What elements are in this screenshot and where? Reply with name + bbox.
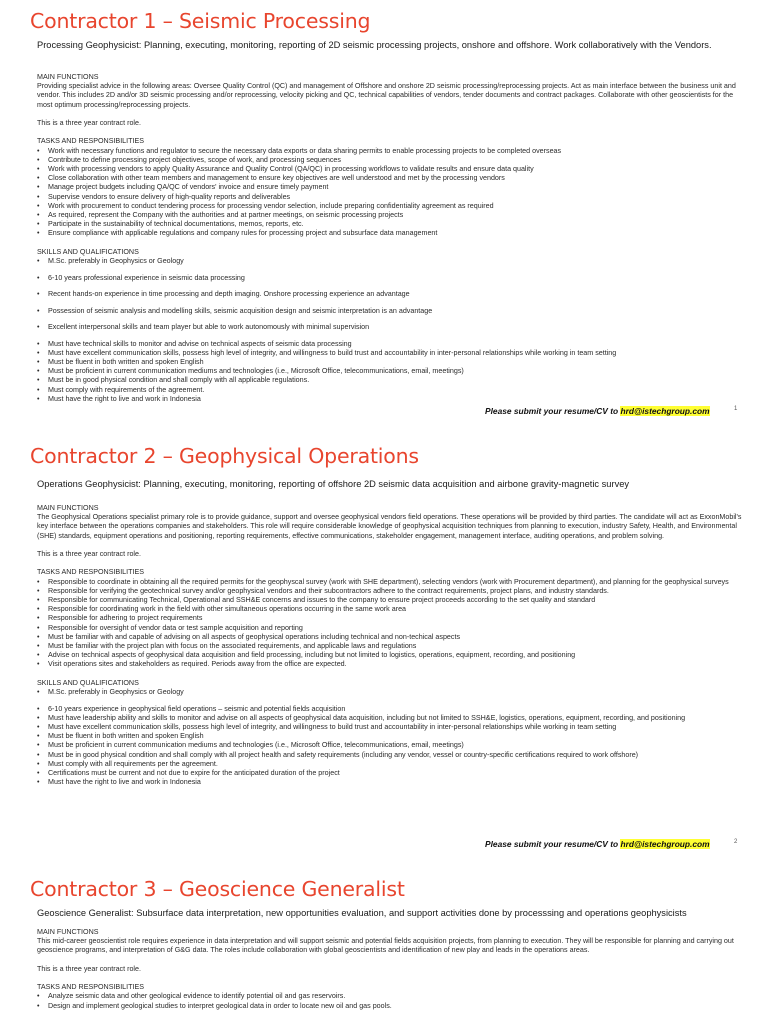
submit-text: Please submit your resume/CV to xyxy=(485,839,621,849)
list-item: • Advise on technical aspects of geophysical data acquisition and field processing, including but not limited to logistics, operations, equipment, recording, and positioning xyxy=(37,651,749,660)
list-item: • Must be fluent in both written and spoken English xyxy=(37,358,749,367)
page-number: 1 xyxy=(734,406,738,412)
list-item: • Must be familiar with and capable of advising on all aspects of geophysical operations including technical and non-techical aspects xyxy=(37,633,749,642)
contractor-2-intro: Operations Geophysicist: Planning, executing, monitoring, reporting of offshore 2D seismic data acquisition and airbone gravity-magnetic survey xyxy=(37,479,630,489)
contract-note: This is a three year contract role. xyxy=(37,964,141,973)
list-item: • Ensure compliance with applicable regulations and company rules for processing project and subsurface data management xyxy=(37,229,749,238)
list-item: • Must be fluent in both written and spoken English xyxy=(37,732,749,741)
tasks-heading: TASKS AND RESPONSIBILITIES xyxy=(37,137,145,146)
list-item: • Recent hands-on experience in time processing and depth imaging. Onshore processing experience an advantage xyxy=(37,290,749,299)
list-item: • Must comply with requirements of the agreement. xyxy=(37,386,749,395)
contractor-1-body xyxy=(37,73,749,404)
main-functions-heading: MAIN FUNCTIONS xyxy=(37,928,99,936)
tasks-list xyxy=(37,147,749,239)
contractor-3-title: Contractor 3 – Geoscience Generalist xyxy=(30,877,405,901)
list-item: • Close collaboration with other team members and management to ensure key objectives are well understood and met by the processing vendors xyxy=(37,174,749,183)
list-item: • Must have the right to live and work in Indonesia xyxy=(37,778,749,787)
contractor-1-intro: Processing Geophysicist: Planning, executing, monitoring, reporting of 2D seismic processing projects, onshore and offshore. Work collaboratively with the Vendors. xyxy=(37,40,712,50)
tasks-list xyxy=(37,578,749,670)
email-link[interactable]: hrd@istechgroup.com xyxy=(620,406,710,416)
skills-heading: SKILLS AND QUALIFICATIONS xyxy=(37,678,139,687)
list-item: • Must be proficient in current communication mediums and technologies (i.e., Microsoft Office, telecommunications, email, meetings) xyxy=(37,741,749,750)
list-item: • M.Sc. preferably in Geophysics or Geology xyxy=(37,688,749,697)
list-item: • Visit operations sites and stakeholders as required. Periods away from the office are expected. xyxy=(37,660,749,669)
list-item: • Must have excellent communication skills, possess high level of integrity, and willingness to build trust and accountability in inter-personal relationships while working in team setting xyxy=(37,723,749,732)
list-item: • Must be proficient in current communication mediums and technologies (i.e., Microsoft Office, telecommunications, email, meetings) xyxy=(37,367,749,376)
contract-note: This is a three year contract role. xyxy=(37,550,141,558)
contractor-3-body xyxy=(37,928,749,1011)
list-item: • Work with procurement to conduct tendering process for processing vendor selection, include preparing confidentiality agreement as required xyxy=(37,202,749,211)
skills-spaced-list xyxy=(37,257,749,332)
list-item: • 6-10 years professional experience in seismic data processing xyxy=(37,274,749,283)
list-item: • Possession of seismic analysis and modelling skills, seismic acquisition design and seismic interpretation is an advantage xyxy=(37,307,749,316)
skills-spaced-list xyxy=(37,688,749,697)
list-item: • Must have leadership ability and skills to monitor and advise on all aspects of geophysical data acquisition, including but not limited to SSH&E, logistics, operations, equipment, recording, and positioning xyxy=(37,714,749,723)
list-item: • As required, represent the Company with the authorities and at partner meetings, on seismic processing projects xyxy=(37,211,749,220)
list-item: • Must have the right to live and work in Indonesia xyxy=(37,395,749,404)
list-item: • Design and implement geological studies to interpret geological data in order to locate new oil and gas pools. xyxy=(37,1002,749,1011)
tasks-heading: TASKS AND RESPONSIBILITIES xyxy=(37,568,145,577)
list-item: • Contribute to define processing project objectives, scope of work, and processing sequences xyxy=(37,156,749,165)
list-item: • Responsible for verifying the geotechnical survey and/or geophysical vendors and their subcontractors adhere to the contract requirements, project plans, and industry standards. xyxy=(37,587,749,596)
list-item: • Must have excellent communication skills, possess high level of integrity, and willingness to build trust and accountability in inter-personal relationships while working in team setting xyxy=(37,349,749,358)
list-item: • Must be familiar with the project plan with focus on the associated requirements, and applicable laws and regulations xyxy=(37,642,749,651)
list-item: • Must be in good physical condition and shall comply with all applicable regulations. xyxy=(37,376,749,385)
list-item: • Supervise vendors to ensure delivery of high-quality reports and deliverables xyxy=(37,193,749,202)
list-item: • Certifications must be current and not due to expire for the anticipated duration of the project xyxy=(37,769,749,778)
skills-list xyxy=(37,705,749,788)
list-item: • Responsible for coordinating work in the field with other simultaneous operations occurring in the same work area xyxy=(37,605,749,614)
contractor-1-title: Contractor 1 – Seismic Processing xyxy=(30,9,371,33)
submit-resume-note xyxy=(485,406,710,416)
list-item: • M.Sc. preferably in Geophysics or Geology xyxy=(37,257,749,266)
contract-note: This is a three year contract role. xyxy=(37,119,141,127)
email-link[interactable]: hrd@istechgroup.com xyxy=(620,839,710,849)
list-item: • Participate in the sustainability of technical documentations, memos, reports, etc. xyxy=(37,220,749,229)
tasks-list xyxy=(37,992,749,1010)
list-item: • Work with necessary functions and regulator to secure the necessary data exports or data sharing permits to enable processing projects to be completed overseas xyxy=(37,147,749,156)
skills-list xyxy=(37,340,749,404)
main-functions-heading: MAIN FUNCTIONS xyxy=(37,504,99,512)
list-item: • Work with processing vendors to apply Quality Assurance and Quality Control (QA/QC) in processing workflows to validate results and ensure data quality xyxy=(37,165,749,174)
list-item: • Must be in good physical condition and shall comply with all project health and safety requirements (including any vendor, vessel or country-specific certifications required to work offshore) xyxy=(37,751,749,760)
main-functions-text: The Geophysical Operations specialist primary role is to provide guidance, support and oversee geophysical vendors field operations. These operations will be provided by third parties. The candidate will act as ExxonMobil's key interface between the operations companies and stakeholders. This role will require considerable knowledge of geophysical acquisition techniques from planning to execution, industry Safety, Health, and Environmental (SHE) standards, equipment operations and positioning, reporting requirements, effective communications, stakeholder engagement, management interface, auditing operations, and problem solving. xyxy=(37,513,742,540)
list-item: • Responsible for communicating Technical, Operational and SSH&E concerns and issues to the company to ensure project proceeds according to the set quality and standard xyxy=(37,596,749,605)
list-item: • 6-10 years experience in geophysical field operations – seismic and potential fields acquisition xyxy=(37,705,749,714)
main-functions-heading: MAIN FUNCTIONS xyxy=(37,73,99,81)
list-item: • Must comply with all requirements per the agreement. xyxy=(37,760,749,769)
list-item: • Manage project budgets including QA/QC of vendors' invoice and ensure timely payment xyxy=(37,183,749,192)
list-item: • Responsible for oversight of vendor data or test sample acquisition and reporting xyxy=(37,624,749,633)
submit-text: Please submit your resume/CV to xyxy=(485,406,621,416)
skills-heading: SKILLS AND QUALIFICATIONS xyxy=(37,247,139,256)
list-item: • Responsible to coordinate in obtaining all the required permits for the geophyscal survey (work with SHE department), selecting vendors (work with Procurement department), and planning for the geophysical surveys xyxy=(37,578,749,587)
list-item: • Analyze seismic data and other geological evidence to identify potential oil and gas reservoirs. xyxy=(37,992,749,1001)
list-item: • Responsible for adhering to project requirements xyxy=(37,614,749,623)
contractor-2-title: Contractor 2 – Geophysical Operations xyxy=(30,444,419,468)
tasks-heading: TASKS AND RESPONSIBILITIES xyxy=(37,983,145,992)
contractor-2-body xyxy=(37,504,749,787)
main-functions-text: Providing specialist advice in the following areas: Oversee Quality Control (QC) and management of Offshore and onshore 2D seismic processing/reprocessing projects. Act as main interface between the business unit and vendor. This includes 2D and/or 3D seismic processing and/or reprocessing, velocity picking and QC, technical capabilities of vendors, tender documents and contract packages. Collaborate with other geoscientists for the most optimum processing/reprocessing projects. xyxy=(37,82,736,109)
list-item: • Excellent interpersonal skills and team player but able to work autonomously with minimal supervision xyxy=(37,323,749,332)
main-functions-text: This mid-career geoscientist role requires experience in data interpretation and will support seismic and potential fields acquisition projects, from planning to execution. They will be responsible for planning and carrying out geoscience programs, and interpretation of G&G data. The roles include collaboration with global geoscientists and identification of new play and leads in the operations areas. xyxy=(37,937,734,955)
page-number: 2 xyxy=(734,839,738,845)
list-item: • Must have technical skills to monitor and advise on technical aspects of seismic data processing xyxy=(37,340,749,349)
submit-resume-note xyxy=(485,839,710,849)
contractor-3-intro: Geoscience Generalist: Subsurface data interpretation, new opportunities evaluation, and support activities done by processsing and operations geophysicists xyxy=(37,908,687,918)
